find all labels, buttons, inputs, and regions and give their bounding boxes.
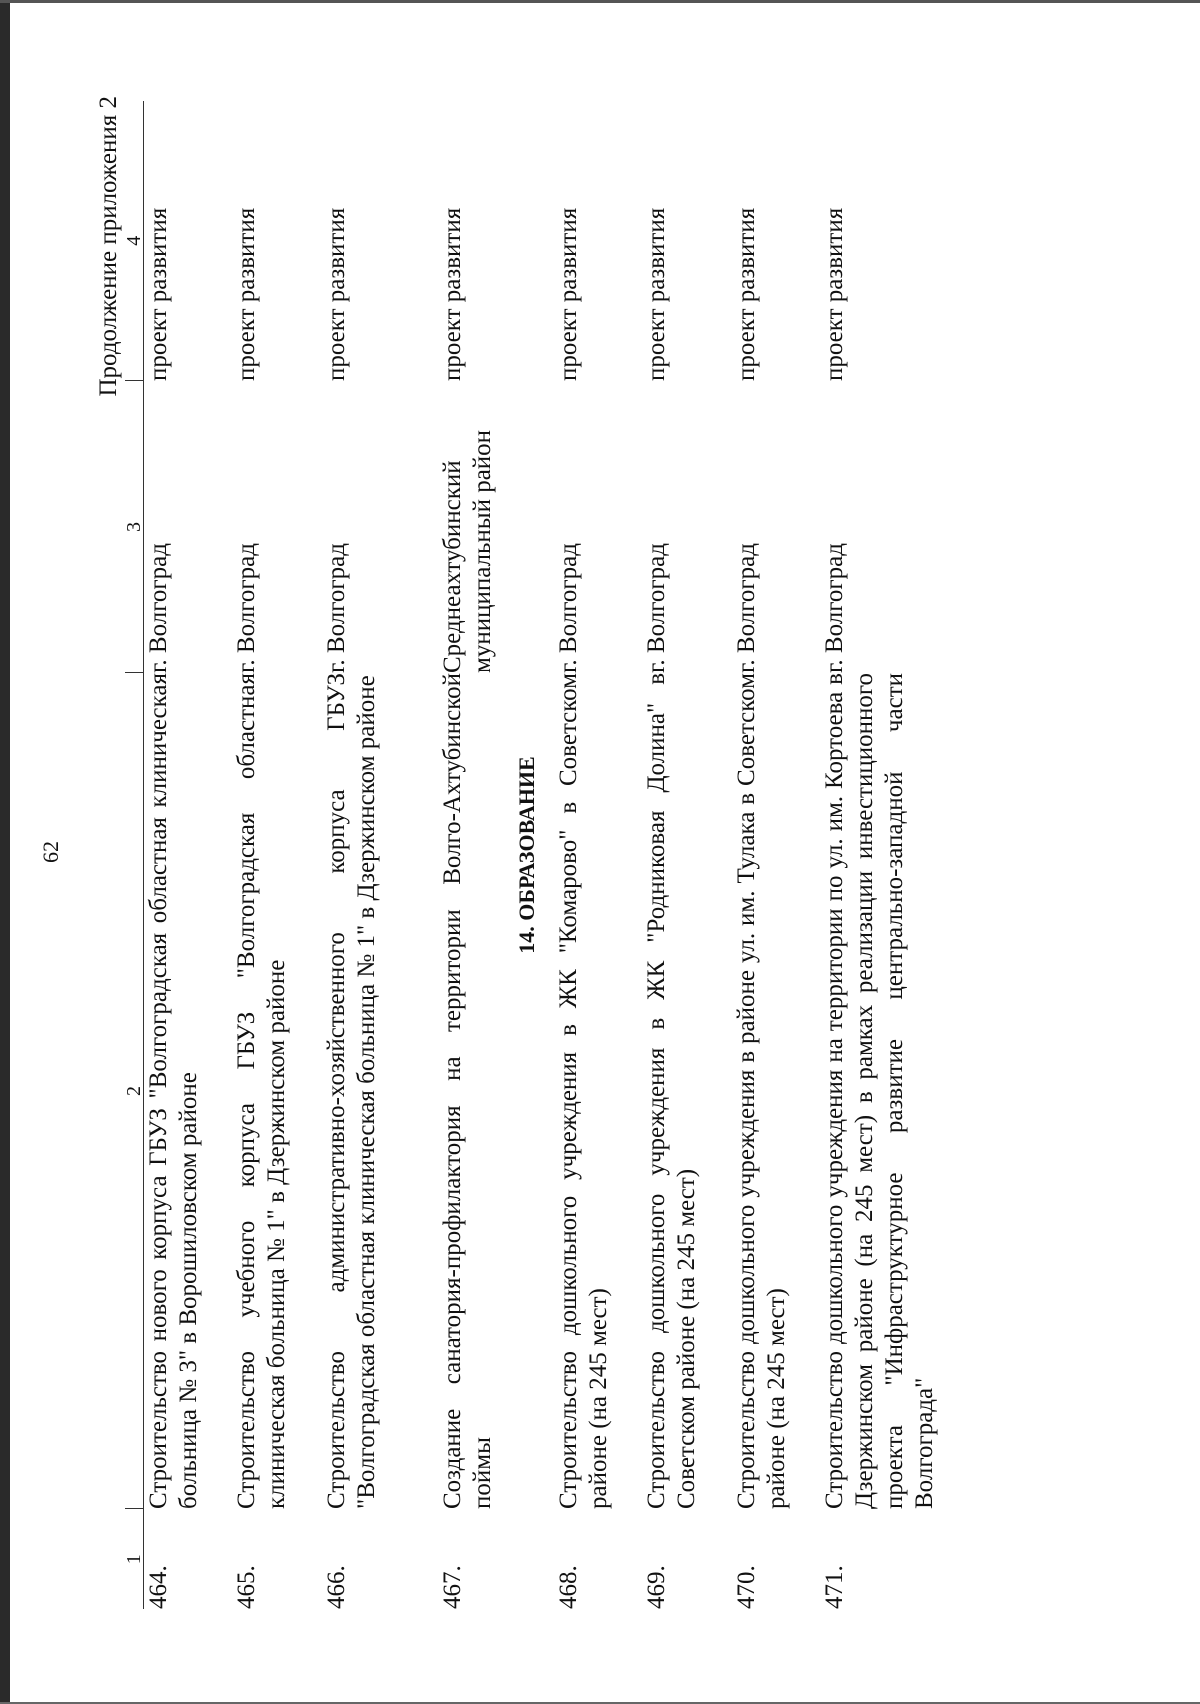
- row-type: проект развития: [821, 207, 848, 381]
- row-type: проект развития: [643, 207, 670, 381]
- row-type: проект развития: [555, 207, 582, 381]
- row-type: проект развития: [733, 207, 760, 381]
- column-number-header: [125, 101, 144, 1609]
- table-row: [732, 101, 820, 1609]
- page-number: 62: [38, 841, 63, 863]
- row-location: г. Волгоград: [323, 543, 350, 673]
- row-location: г. Волгоград: [233, 543, 260, 673]
- row-description: Строительство дошкольного учреждения на территории по ул. им. Кортоева в Дзержинском районе (на 245 мест) в рамках реализации инвестиционного проекта "Инфраструктурное развитие центрально-западной части Волгограда": [821, 673, 938, 1509]
- table-row: [232, 101, 322, 1609]
- table-row: [144, 101, 233, 1609]
- row-type: проект развития: [439, 207, 466, 381]
- row-type: проект развития: [233, 207, 260, 381]
- row-type: проект развития: [323, 207, 350, 381]
- table-row: [642, 101, 732, 1609]
- row-description: Строительство административно-хозяйственного корпуса ГБУЗ "Волгоградская областная клиническая больница № 1" в Дзержинском районе: [323, 673, 380, 1509]
- row-number: 465.: [233, 1565, 260, 1609]
- table-row: [554, 101, 642, 1609]
- column-header-1: 1: [125, 1509, 144, 1609]
- projects-table: [125, 101, 940, 1609]
- section-heading: 14. ОБРАЗОВАНИЕ: [514, 756, 539, 954]
- row-description: Строительство дошкольного учреждения в ЖК "Родниковая Долина" в Советском районе (на 245 мест): [643, 673, 700, 1509]
- row-location: Среднеахтубинский муниципальный район: [439, 429, 496, 673]
- row-description: Строительство учебного корпуса ГБУЗ "Волгоградская областная клиническая больница № 1" в Дзержинском районе: [233, 673, 290, 1509]
- row-number: 464.: [145, 1565, 172, 1609]
- row-number: 466.: [323, 1565, 350, 1609]
- row-number: 468.: [555, 1565, 582, 1609]
- row-description: Строительство нового корпуса ГБУЗ "Волгоградская областная клиническая больница № 3" в Ворошиловском районе: [145, 673, 202, 1509]
- row-location: г. Волгоград: [145, 543, 172, 673]
- row-location: г. Волгоград: [821, 543, 848, 673]
- row-location: г. Волгоград: [643, 543, 670, 673]
- column-header-2: 2: [125, 673, 144, 1509]
- row-description: Строительство дошкольного учреждения в районе ул. им. Тулака в Советском районе (на 245 мест): [733, 673, 790, 1509]
- row-description: Создание санатория-профилактория на территории Волго-Ахтубинской поймы: [439, 673, 496, 1509]
- row-number: 470.: [733, 1565, 760, 1609]
- row-number: 469.: [643, 1565, 670, 1609]
- section-heading-row: [512, 101, 554, 1609]
- table-row: [820, 101, 940, 1609]
- appendix-title: Продолжение приложения 2: [95, 96, 122, 397]
- table-row: [322, 101, 438, 1609]
- row-location: г. Волгоград: [733, 543, 760, 673]
- row-number: 471.: [821, 1565, 848, 1609]
- column-header-3: 3: [125, 381, 144, 673]
- table-row: [438, 101, 512, 1609]
- row-type: проект развития: [145, 207, 172, 381]
- row-description: Строительство дошкольного учреждения в ЖК "Комарово" в Советском районе (на 245 мест): [555, 673, 612, 1509]
- row-number: 467.: [439, 1565, 466, 1609]
- row-location: г. Волгоград: [555, 543, 582, 673]
- column-header-4: 4: [125, 101, 144, 381]
